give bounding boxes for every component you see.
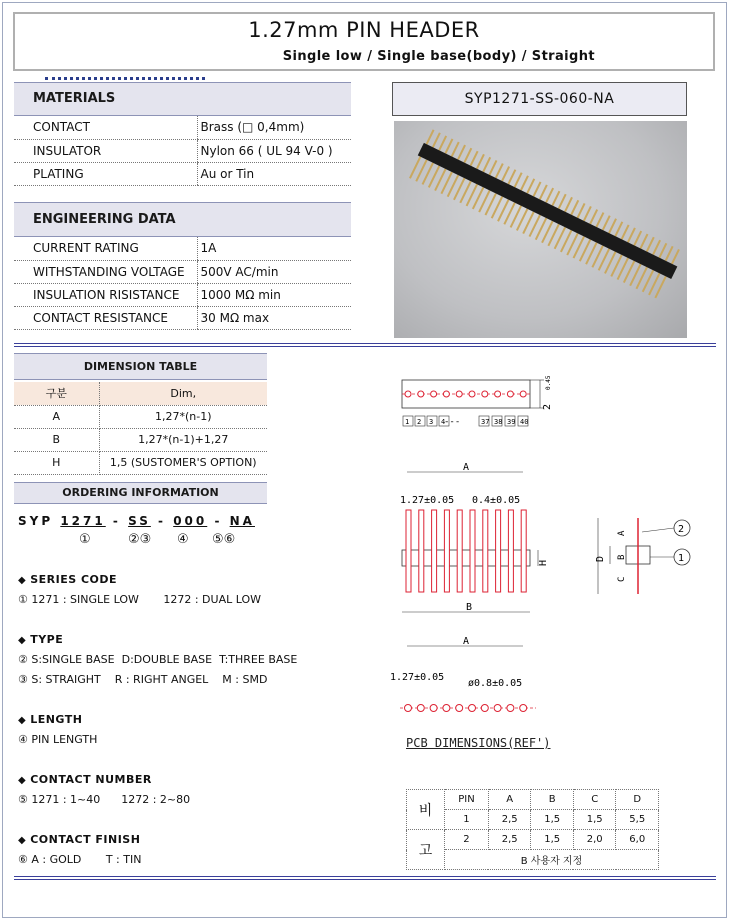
side-dim-b: B xyxy=(617,554,627,560)
pin-tip xyxy=(526,178,535,193)
pcb-hole xyxy=(430,705,437,712)
top-view xyxy=(402,375,553,427)
pin-number: 38 xyxy=(494,418,503,426)
pin-tip xyxy=(652,240,661,255)
cell: 1 xyxy=(445,810,489,830)
pin-tip xyxy=(602,215,611,230)
cell: 5,5 xyxy=(616,810,659,830)
table-row xyxy=(14,428,267,451)
col-header: C xyxy=(573,790,616,810)
pin-tip xyxy=(633,231,642,246)
pcb-hole xyxy=(520,705,527,712)
pin-tip xyxy=(432,132,441,147)
pin xyxy=(483,510,488,592)
table-row xyxy=(14,451,267,474)
pcb-hole xyxy=(405,705,412,712)
row-label: WITHSTANDING VOLTAGE xyxy=(14,260,197,283)
pin-tip xyxy=(470,151,479,166)
pin-number: 3 xyxy=(429,418,434,426)
cell: 6,0 xyxy=(616,830,659,850)
pcb-hole xyxy=(443,705,450,712)
length-heading: ◆ LENGTH xyxy=(18,713,83,726)
pin-tip xyxy=(545,188,554,203)
pin-tip xyxy=(552,191,561,206)
pin-tip xyxy=(489,160,498,175)
table-row xyxy=(14,405,267,428)
contact-number-line: ⑤ 1271 : 1~40 1272 : 2~80 xyxy=(18,793,191,806)
pcb-hole xyxy=(507,705,514,712)
length-line: ④ PIN LENGTH xyxy=(18,733,98,746)
pin-number: 1 xyxy=(405,418,410,426)
pin-tip xyxy=(570,200,579,215)
pcb-dim-hole: ø0.8±0.05 xyxy=(468,678,523,689)
diamond-icon: ◆ xyxy=(18,635,27,646)
row-value: 500V AC/min xyxy=(197,260,351,283)
row-label: PLATING xyxy=(14,162,197,185)
pin-hole xyxy=(520,391,526,397)
col-header: D xyxy=(616,790,659,810)
table-row xyxy=(14,162,351,185)
pin-tip xyxy=(577,203,586,218)
bottom-divider xyxy=(14,876,716,880)
row-value: 1000 MΩ min xyxy=(197,283,351,306)
pin xyxy=(419,510,424,592)
cell: 2,5 xyxy=(488,810,531,830)
table-row xyxy=(14,306,351,329)
pin-tip xyxy=(589,209,598,224)
pin-header-photo-icon xyxy=(394,121,687,338)
pin-tip xyxy=(646,237,655,252)
table-header-row xyxy=(407,790,659,810)
pcb-view xyxy=(390,636,536,712)
pin-hole xyxy=(431,391,437,397)
pin-tip xyxy=(438,135,447,150)
pin-tip xyxy=(621,224,630,239)
pin-tip xyxy=(463,148,472,163)
pin xyxy=(470,510,475,592)
table-header-row xyxy=(14,382,267,405)
pcb-dim-pitch: 1.27±0.05 xyxy=(390,672,445,683)
pin-tip xyxy=(539,185,548,200)
col-header: 구분 xyxy=(14,382,99,405)
code-series: 1271 xyxy=(60,514,106,528)
pin-tip xyxy=(596,212,605,227)
cell: H xyxy=(14,451,99,474)
code-prefix: SYP xyxy=(18,514,54,528)
pin-number: 40 xyxy=(520,418,529,426)
dotted-divider xyxy=(45,77,205,80)
pin xyxy=(521,510,526,592)
row-label: INSULATION RISISTANCE xyxy=(14,283,197,306)
series-code-heading: ◆ SERIES CODE xyxy=(18,573,118,586)
pin-tip xyxy=(445,139,454,154)
pin-tip xyxy=(614,221,623,236)
row-value: 30 MΩ max xyxy=(197,306,351,329)
col-header: Dim, xyxy=(99,382,267,405)
cell: 1,27*(n-1) xyxy=(99,405,267,428)
pin-tip xyxy=(457,145,466,160)
pin-number: 2 xyxy=(417,418,422,426)
pin xyxy=(508,510,513,592)
engineering-heading: ENGINEERING DATA xyxy=(14,202,351,237)
table-row xyxy=(407,850,659,870)
callout-2: 2 xyxy=(678,524,685,535)
code-marker: ②③ xyxy=(128,532,152,547)
table-row xyxy=(14,139,351,162)
front-dim-a: A xyxy=(463,462,470,473)
pin-tip xyxy=(482,157,491,172)
pin xyxy=(406,510,411,592)
front-dim-h: H xyxy=(538,559,549,566)
ordering-heading: ORDERING INFORMATION xyxy=(14,482,267,504)
pin-tip xyxy=(658,243,667,258)
cell: A xyxy=(14,405,99,428)
pin-tip xyxy=(451,142,460,157)
dimension-table xyxy=(14,382,267,475)
note-cell: B 사용자 지정 xyxy=(445,850,659,870)
cell: 1,5 xyxy=(531,830,574,850)
pin-hole xyxy=(405,391,411,397)
row-label: INSULATOR xyxy=(14,139,197,162)
pin-tip xyxy=(665,246,674,261)
col-header: A xyxy=(488,790,531,810)
section-divider xyxy=(14,343,716,347)
pcb-hole xyxy=(469,705,476,712)
pin-ellipsis: --- xyxy=(444,417,461,427)
callout-1: 1 xyxy=(678,553,685,564)
pin-tip xyxy=(640,234,649,249)
code-length: 000 xyxy=(173,514,208,528)
engineering-table xyxy=(14,237,351,330)
front-dim-b: B xyxy=(466,602,473,613)
pin-tip xyxy=(501,166,510,181)
code-marker: ④ xyxy=(177,532,189,547)
cell: 1,5 xyxy=(531,810,574,830)
pin-tip xyxy=(627,228,636,243)
diamond-icon: ◆ xyxy=(18,715,27,726)
diamond-icon: ◆ xyxy=(18,835,27,846)
contact-finish-line: ⑥ A : GOLD T : TIN xyxy=(18,853,142,866)
top-dim-tol: 0.45 xyxy=(545,375,552,390)
side-dim-c: C xyxy=(617,576,627,582)
col-header: B xyxy=(531,790,574,810)
pin-number: 4 xyxy=(441,418,446,426)
row-label: CONTACT RESISTANCE xyxy=(14,306,197,329)
pin-tip xyxy=(520,175,529,190)
side-dim-d: D xyxy=(595,555,606,562)
table-row xyxy=(14,116,351,139)
dimension-table-heading: DIMENSION TABLE xyxy=(14,353,267,380)
product-photo xyxy=(394,121,687,338)
pin-number: 39 xyxy=(507,418,516,426)
code-sep: - xyxy=(158,514,167,528)
technical-drawing xyxy=(380,360,715,760)
pcb-hole xyxy=(494,705,501,712)
code-marker: ① xyxy=(79,532,91,547)
row-value: Nylon 66 ( UL 94 V-0 ) xyxy=(197,139,351,162)
side-label: 고 xyxy=(407,830,445,870)
pin-hole xyxy=(469,391,475,397)
cell: 1,5 (SUSTOMER'S OPTION) xyxy=(99,451,267,474)
header-box xyxy=(13,12,715,71)
cell: 2 xyxy=(445,830,489,850)
contact-finish-heading: ◆ CONTACT FINISH xyxy=(18,833,141,846)
code-finish: NA xyxy=(229,514,255,528)
pin-hole xyxy=(507,391,513,397)
pin-tip xyxy=(426,129,435,144)
pin-tip xyxy=(495,163,504,178)
pin-hole xyxy=(495,391,501,397)
series-code-line: ① 1271 : SINGLE LOW 1272 : DUAL LOW xyxy=(18,593,261,606)
table-row xyxy=(14,283,351,306)
pin-tip xyxy=(564,197,573,212)
row-value: Brass (□ 0,4mm) xyxy=(197,116,351,139)
col-header: PIN xyxy=(445,790,489,810)
pin-tip xyxy=(608,218,617,233)
pin xyxy=(496,510,501,592)
pin-tip xyxy=(476,154,485,169)
pin-tip xyxy=(583,206,592,221)
front-dim-pin: 0.4±0.05 xyxy=(472,495,521,506)
code-marker: ⑤⑥ xyxy=(212,532,236,547)
pin-hole xyxy=(443,391,449,397)
materials-table xyxy=(14,116,351,186)
pin xyxy=(432,510,437,592)
code-sep: - xyxy=(214,514,223,528)
page-subtitle: Single low / Single base(body) / Straight xyxy=(282,49,595,64)
pcb-hole xyxy=(481,705,488,712)
cell: 1,5 xyxy=(573,810,616,830)
pin-dimension-table xyxy=(406,789,659,870)
header-body xyxy=(418,143,678,279)
row-label: CONTACT xyxy=(14,116,197,139)
diamond-icon: ◆ xyxy=(18,575,27,586)
pin-tip xyxy=(558,194,567,209)
diamond-icon: ◆ xyxy=(18,775,27,786)
cell: 2,5 xyxy=(488,830,531,850)
pin-tip xyxy=(533,181,542,196)
table-row xyxy=(407,810,659,830)
front-view xyxy=(400,462,549,613)
type-line: ③ S: STRAIGHT R : RIGHT ANGEL M : SMD xyxy=(18,673,268,686)
pcb-dimensions-label: PCB DIMENSIONS(REF') xyxy=(406,736,551,750)
side-dim-a: A xyxy=(617,530,627,536)
pcb-hole xyxy=(456,705,463,712)
pin-hole xyxy=(482,391,488,397)
pin xyxy=(444,510,449,592)
pcb-dim-a: A xyxy=(463,636,470,647)
table-row xyxy=(407,830,659,850)
row-value: Au or Tin xyxy=(197,162,351,185)
top-dim: 2 xyxy=(542,403,553,410)
type-line: ② S:SINGLE BASE D:DOUBLE BASE T:THREE BASE xyxy=(18,653,298,666)
row-label: CURRENT RATING xyxy=(14,237,197,260)
cell: 1,27*(n-1)+1,27 xyxy=(99,428,267,451)
pin xyxy=(457,510,462,592)
pin-number: 37 xyxy=(481,418,490,426)
cell: 2,0 xyxy=(573,830,616,850)
pin-hole xyxy=(418,391,424,397)
page-title: 1.27mm PIN HEADER xyxy=(248,18,480,42)
part-number-box: SYP1271-SS-060-NA xyxy=(392,82,687,116)
table-row xyxy=(14,260,351,283)
table-row xyxy=(14,237,351,260)
pin-tip xyxy=(671,249,680,264)
code-sep: - xyxy=(112,514,121,528)
pin-hole xyxy=(456,391,462,397)
pin-tip xyxy=(514,172,523,187)
row-value: 1A xyxy=(197,237,351,260)
ordering-code xyxy=(18,514,255,528)
side-view xyxy=(595,518,690,594)
side-label: 비 xyxy=(407,790,445,830)
contact-number-heading: ◆ CONTACT NUMBER xyxy=(18,773,152,786)
cell: B xyxy=(14,428,99,451)
front-dim-pitch: 1.27±0.05 xyxy=(400,495,455,506)
materials-heading: MATERIALS xyxy=(14,82,351,116)
type-heading: ◆ TYPE xyxy=(18,633,64,646)
code-type: SS xyxy=(128,514,151,528)
pin-tip xyxy=(507,169,516,184)
pcb-hole xyxy=(417,705,424,712)
